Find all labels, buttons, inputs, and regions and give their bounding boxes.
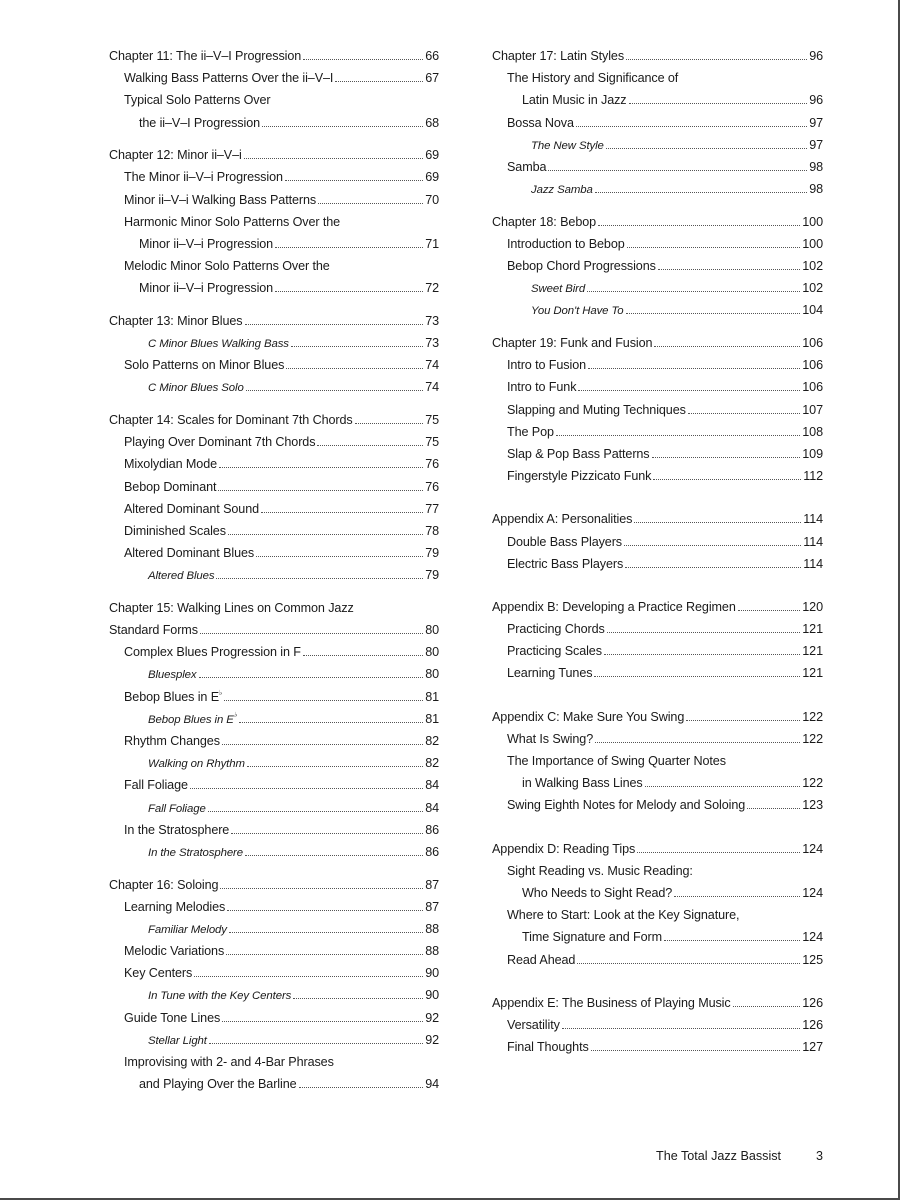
toc-section[interactable]: Key Centers 90 <box>124 966 439 981</box>
toc-chapter-19[interactable]: Chapter 19: Funk and Fusion 106 <box>492 336 823 351</box>
toc-chapter-11[interactable]: Chapter 11: The ii–V–I Progression 66 <box>109 49 439 63</box>
flat-sign: ♭ <box>233 711 237 719</box>
toc-section[interactable]: Intro to Funk 106 <box>507 380 823 395</box>
toc-appendix-b[interactable]: Appendix B: Developing a Practice Regimen 120 <box>492 599 823 614</box>
toc-right-column <box>492 45 823 1058</box>
toc-chapter-17[interactable]: Chapter 17: Latin Styles 96 <box>492 49 823 63</box>
toc-example[interactable]: Bluesplex 80 <box>148 667 439 682</box>
toc-example[interactable]: Fall Foliage 84 <box>148 800 439 815</box>
toc-section[interactable]: Altered Dominant Sound 77 <box>124 501 439 516</box>
toc-section[interactable]: Guide Tone Lines 92 <box>124 1010 439 1025</box>
toc-section[interactable]: Minor ii–V–i Progression 72 <box>139 281 439 296</box>
toc-section[interactable]: Electric Bass Players 114 <box>507 556 823 571</box>
toc-section-line: The History and Significance of <box>507 71 679 86</box>
toc-section[interactable]: Bossa Nova 97 <box>507 115 823 130</box>
toc-example[interactable]: The New Style 97 <box>531 137 823 152</box>
toc-section-line: Typical Solo Patterns Over <box>124 93 271 108</box>
toc-section[interactable]: Bebop Chord Progressions 102 <box>507 259 823 274</box>
toc-section[interactable]: Intro to Fusion 106 <box>507 358 823 373</box>
toc-section[interactable]: The Minor ii–V–i Progression 69 <box>124 170 439 185</box>
toc-example[interactable]: Altered Blues 79 <box>148 568 439 583</box>
toc-chapter-15-page[interactable]: Standard Forms 80 <box>109 623 439 638</box>
toc-section[interactable]: Walking Bass Patterns Over the ii–V–I 67 <box>124 71 439 86</box>
toc-example[interactable]: Walking on Rhythm 82 <box>148 756 439 771</box>
toc-chapter-16[interactable]: Chapter 16: Soloing 87 <box>109 877 439 892</box>
toc-section[interactable]: In the Stratosphere 86 <box>124 822 439 837</box>
toc-example[interactable]: Jazz Samba 98 <box>531 182 823 197</box>
toc-chapter-12[interactable]: Chapter 12: Minor ii–V–i 69 <box>109 148 439 163</box>
toc-section[interactable]: Fall Foliage 84 <box>124 778 439 793</box>
toc-appendix-c[interactable]: Appendix C: Make Sure You Swing 122 <box>492 709 823 724</box>
toc-chapter-13[interactable]: Chapter 13: Minor Blues 73 <box>109 313 439 328</box>
toc-section[interactable]: Swing Eighth Notes for Melody and Soloing 123 <box>507 798 823 813</box>
toc-section[interactable]: Melodic Variations 88 <box>124 944 439 959</box>
toc-section[interactable]: Introduction to Bebop 100 <box>507 236 823 251</box>
toc-section[interactable]: Minor ii–V–i Walking Bass Patterns 70 <box>124 192 439 207</box>
toc-chapter-18[interactable]: Chapter 18: Bebop 100 <box>492 214 823 229</box>
toc-example[interactable]: C Minor Blues Solo 74 <box>148 380 439 395</box>
toc-chapter-14[interactable]: Chapter 14: Scales for Dominant 7th Chords 75 <box>109 412 439 427</box>
toc-example[interactable]: Bebop Blues in E♭ 81 <box>148 711 439 726</box>
toc-section[interactable]: Minor ii–V–i Progression 71 <box>139 236 439 251</box>
toc-section[interactable]: What Is Swing? 122 <box>507 731 823 746</box>
toc-section[interactable]: Practicing Chords 121 <box>507 622 823 637</box>
toc-section[interactable]: Solo Patterns on Minor Blues 74 <box>124 358 439 373</box>
toc-section[interactable]: Versatility 126 <box>507 1017 823 1032</box>
toc-section[interactable]: in Walking Bass Lines 122 <box>522 776 823 791</box>
toc-section[interactable]: Fingerstyle Pizzicato Funk 112 <box>507 469 823 484</box>
toc-example[interactable]: C Minor Blues Walking Bass 73 <box>148 336 439 351</box>
toc-section[interactable]: Bebop Blues in E♭ 81 <box>124 689 439 704</box>
footer-book-title: The Total Jazz Bassist <box>656 1149 782 1163</box>
toc-section[interactable]: Learning Melodies 87 <box>124 899 439 914</box>
toc-section[interactable]: and Playing Over the Barline 94 <box>139 1077 439 1092</box>
toc-section[interactable]: Who Needs to Sight Read? 124 <box>522 885 823 900</box>
toc-section[interactable]: The Pop 108 <box>507 424 823 439</box>
toc-section-line: Melodic Minor Solo Patterns Over the <box>124 259 330 274</box>
toc-section[interactable]: Mixolydian Mode 76 <box>124 457 439 472</box>
toc-appendix-e[interactable]: Appendix E: The Business of Playing Music 126 <box>492 995 823 1010</box>
toc-section[interactable]: Final Thoughts 127 <box>507 1040 823 1055</box>
toc-section[interactable]: Time Signature and Form 124 <box>522 930 823 945</box>
toc-appendix-d[interactable]: Appendix D: Reading Tips 124 <box>492 841 823 856</box>
toc-section[interactable]: Samba 98 <box>507 159 823 174</box>
toc-section[interactable]: Rhythm Changes 82 <box>124 734 439 748</box>
toc-section[interactable]: the ii–V–I Progression 68 <box>139 115 439 130</box>
toc-section[interactable]: Diminished Scales 78 <box>124 523 439 538</box>
toc-example[interactable]: Familiar Melody 88 <box>148 921 439 936</box>
toc-section[interactable]: Altered Dominant Blues 79 <box>124 546 439 561</box>
toc-appendix-a[interactable]: Appendix A: Personalities 114 <box>492 512 823 527</box>
toc-section[interactable]: Slapping and Muting Techniques 107 <box>507 402 823 417</box>
toc-example[interactable]: You Don't Have To 104 <box>531 303 823 318</box>
toc-section[interactable]: Learning Tunes 121 <box>507 666 823 681</box>
toc-section[interactable]: Playing Over Dominant 7th Chords 75 <box>124 435 439 450</box>
toc-section-line: Sight Reading vs. Music Reading: <box>507 863 693 878</box>
toc-section[interactable]: Bebop Dominant 76 <box>124 479 439 494</box>
toc-example[interactable]: In the Stratosphere 86 <box>148 844 439 859</box>
toc-section[interactable]: Practicing Scales 121 <box>507 644 823 659</box>
toc-section[interactable]: Complex Blues Progression in F 80 <box>124 645 439 660</box>
toc-section-line: Harmonic Minor Solo Patterns Over the <box>124 214 341 229</box>
toc-example[interactable]: Sweet Bird 102 <box>531 281 823 296</box>
toc-section[interactable]: Double Bass Players 114 <box>507 534 823 549</box>
toc-chapter-15: Chapter 15: Walking Lines on Common Jazz <box>109 600 354 615</box>
toc-section-line: Improvising with 2- and 4-Bar Phrases <box>124 1055 334 1070</box>
toc-section[interactable]: Latin Music in Jazz 96 <box>522 93 823 108</box>
footer-page-number: 3 <box>816 1149 824 1163</box>
toc-section[interactable]: Slap & Pop Bass Patterns 109 <box>507 446 823 461</box>
toc-section-line: The Importance of Swing Quarter Notes <box>507 754 726 769</box>
toc-section-line: Where to Start: Look at the Key Signature, <box>507 908 740 923</box>
toc-example[interactable]: Stellar Light 92 <box>148 1032 439 1047</box>
flat-sign: ♭ <box>219 689 223 697</box>
toc-section[interactable]: Read Ahead 125 <box>507 952 823 967</box>
toc-left-column <box>109 45 439 1095</box>
toc-example[interactable]: In Tune with the Key Centers 90 <box>148 988 439 1003</box>
